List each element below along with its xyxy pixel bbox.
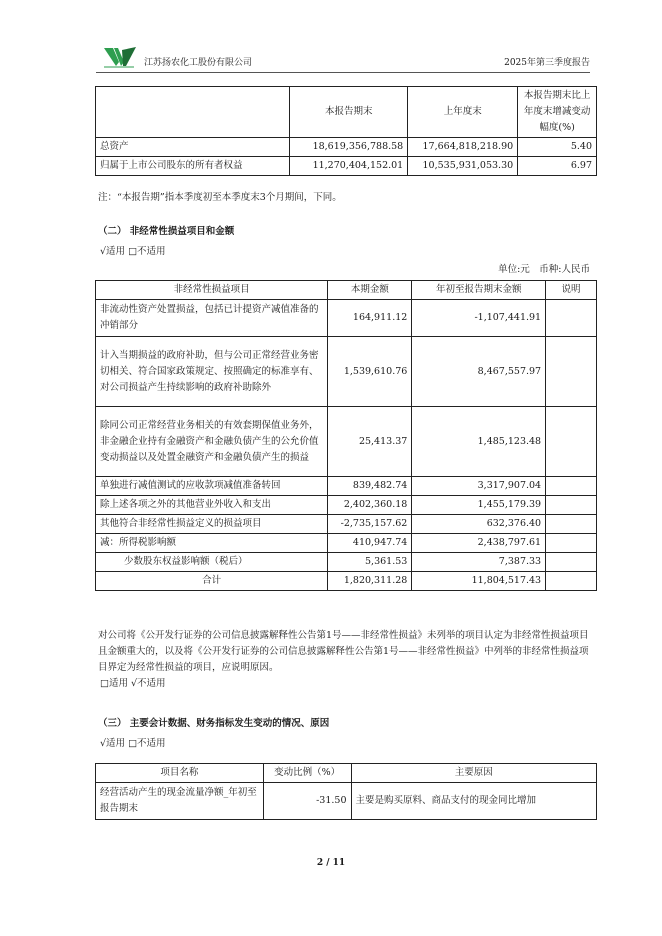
table-header-cell	[96, 87, 290, 138]
table-row	[96, 534, 597, 553]
table-cell: 少数股东权益影响额（税后）	[96, 553, 328, 572]
table-header-cell: 上年度末	[408, 87, 518, 138]
section3-title: （三） 主要会计数据、财务指标发生变动的情况、原因	[98, 718, 330, 729]
table-header-cell: 非经常性损益项目	[96, 281, 328, 300]
table-cell: 3,317,907.04	[412, 477, 546, 496]
table-cell	[546, 534, 597, 553]
table-cell: 11,270,404,152.01	[290, 157, 408, 176]
table-header-cell: 本报告期末	[290, 87, 408, 138]
table-cell: 2,438,797.61	[412, 534, 546, 553]
table-cell	[546, 572, 597, 591]
table-row	[96, 553, 597, 572]
table-cell: 其他符合非经常性损益定义的损益项目	[96, 515, 328, 534]
table-cell: 单独进行减值测试的应收款项减值准备转回	[96, 477, 328, 496]
table-cell: 1,820,311.28	[328, 572, 412, 591]
table-row	[96, 496, 597, 515]
table-header-cell: 本期金额	[328, 281, 412, 300]
table-row	[96, 572, 597, 591]
table-cell	[546, 407, 597, 477]
table-header-cell: 主要原因	[351, 764, 596, 783]
table-cell: 10,535,931,053.30	[408, 157, 518, 176]
table-row	[96, 157, 597, 176]
section2-paragraph: 对公司将《公开发行证券的公司信息披露解释性公告第1号——非经常性损益》未列举的项目认定为非经常性损益项目且金额重大的，以及将《公开发行证券的公司信息披露解释性公告第1号——非经常性损益》中列举的非经常性损益项目界定为经常性损益的项目，应说明原因。	[98, 630, 589, 673]
table-cell: 18,619,356,788.58	[290, 138, 408, 157]
section2-title: （二） 非经常性损益项目和金额	[98, 226, 235, 237]
table-cell: -1,107,441.91	[412, 300, 546, 337]
table-row	[96, 783, 597, 820]
table-cell: 5,361.53	[328, 553, 412, 572]
table-cell: 2,402,360.18	[328, 496, 412, 515]
table-note: 注：“本报告期”指本季度初至本季度末3个月期间，下同。	[98, 192, 342, 203]
table-cell: 25,413.37	[328, 407, 412, 477]
table-cell	[546, 496, 597, 515]
table-header-cell: 说明	[546, 281, 597, 300]
table-cell: 减：所得税影响额	[96, 534, 328, 553]
table-cell	[546, 477, 597, 496]
table-cell: 410,947.74	[328, 534, 412, 553]
table-header-cell: 变动比例（%）	[263, 764, 351, 783]
changes-table	[95, 763, 597, 820]
table-cell: 计入当期损益的政府补助，但与公司正常经营业务密切相关、符合国家政策规定、按照确定的标准享有、对公司损益产生持续影响的政府补助除外	[96, 337, 328, 407]
table-cell: 非流动性资产处置损益，包括已计提资产减值准备的冲销部分	[96, 300, 328, 337]
table-cell: 归属于上市公司股东的所有者权益	[96, 157, 290, 176]
table-cell: 总资产	[96, 138, 290, 157]
section2-applicable: √适用 □不适用	[100, 246, 166, 257]
non-recurring-table	[95, 280, 597, 591]
section2-applicable2: □适用 √不适用	[100, 678, 166, 689]
table-cell: 主要是购买原料、商品支付的现金同比增加	[351, 783, 596, 820]
table-cell: 17,664,818,218.90	[408, 138, 518, 157]
section3-applicable: √适用 □不适用	[100, 738, 166, 749]
table-cell: 11,804,517.43	[412, 572, 546, 591]
table-header-cell: 项目名称	[96, 764, 264, 783]
table-cell	[546, 553, 597, 572]
table-cell	[546, 337, 597, 407]
table-cell: 经营活动产生的现金流量净额_年初至报告期末	[96, 783, 264, 820]
table-cell: 除同公司正常经营业务相关的有效套期保值业务外，非金融企业持有金融资产和金融负债产生的公允价值变动损益以及处置金融资产和金融负债产生的损益	[96, 407, 328, 477]
table-row	[96, 337, 597, 407]
table-cell: 1,455,179.39	[412, 496, 546, 515]
header-company-name: 江苏扬农化工股份有限公司	[144, 58, 253, 68]
table-row	[96, 515, 597, 534]
balance-table	[95, 86, 597, 176]
table-row	[96, 477, 597, 496]
table-cell: 1,539,610.76	[328, 337, 412, 407]
unit-currency: 单位:元 币种:人民币	[498, 264, 590, 275]
table-cell: 除上述各项之外的其他营业外收入和支出	[96, 496, 328, 515]
table-header-cell: 年初至报告期末金额	[412, 281, 546, 300]
table-row	[96, 407, 597, 477]
table-cell: 164,911.12	[328, 300, 412, 337]
table-cell	[546, 300, 597, 337]
table-cell: 1,485,123.48	[412, 407, 546, 477]
table-cell: -31.50	[263, 783, 351, 820]
table-cell: -2,735,157.62	[328, 515, 412, 534]
table-header-cell: 本报告期末比上年度末增减变动幅度(%)	[518, 87, 597, 138]
page-header	[96, 44, 590, 73]
header-report-title: 2025年第三季度报告	[504, 58, 590, 68]
table-cell: 839,482.74	[328, 477, 412, 496]
page-number: 2 / 11	[316, 858, 346, 868]
table-cell: 6.97	[518, 157, 597, 176]
table-cell: 7,387.33	[412, 553, 546, 572]
table-cell: 5.40	[518, 138, 597, 157]
table-cell: 合计	[96, 572, 328, 591]
table-row	[96, 300, 597, 337]
table-cell	[546, 515, 597, 534]
table-cell: 632,376.40	[412, 515, 546, 534]
table-cell: 8,467,557.97	[412, 337, 546, 407]
table-row	[96, 138, 597, 157]
company-logo-icon	[104, 46, 136, 68]
